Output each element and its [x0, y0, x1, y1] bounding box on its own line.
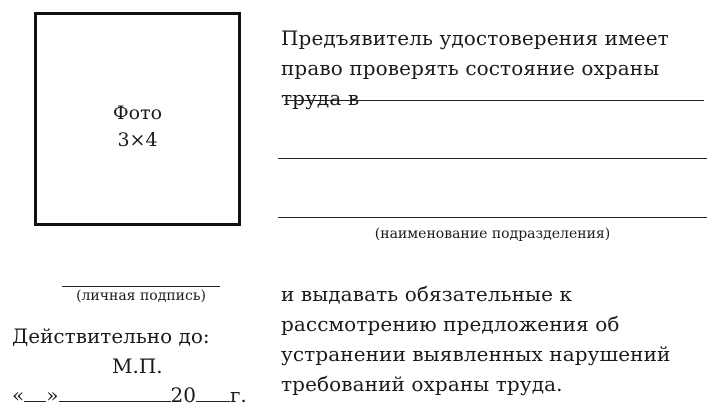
day-blank[interactable]	[24, 383, 46, 402]
signature-line[interactable]	[62, 286, 220, 287]
department-hint: (наименование подразделения)	[374, 226, 611, 242]
validity-label: Действительно до:	[12, 324, 210, 348]
intro-text: Предъявитель удостоверения имеет право проверять состояние охраны труда в	[281, 26, 669, 110]
department-line-2[interactable]	[278, 158, 707, 159]
photo-label	[34, 100, 241, 154]
open-quote: «	[12, 383, 25, 407]
year-prefix: 20	[170, 383, 196, 407]
signature-hint: (личная подпись)	[76, 288, 206, 304]
seal-label: М.П.	[112, 354, 163, 378]
rights-text: и выдавать обязательные к рассмотрению предложения об устранении выявленных нарушений требований охраны труда.	[281, 282, 671, 396]
year-blank[interactable]	[196, 383, 230, 402]
department-line-3[interactable]	[278, 217, 707, 218]
photo-size-text: 3×4	[117, 129, 158, 151]
photo-label-text: Фото	[112, 102, 163, 124]
month-blank[interactable]	[59, 383, 171, 402]
validity-date	[12, 381, 247, 409]
department-line-1[interactable]	[285, 100, 704, 101]
year-suffix: г.	[229, 383, 247, 407]
close-quote: »	[46, 383, 59, 407]
